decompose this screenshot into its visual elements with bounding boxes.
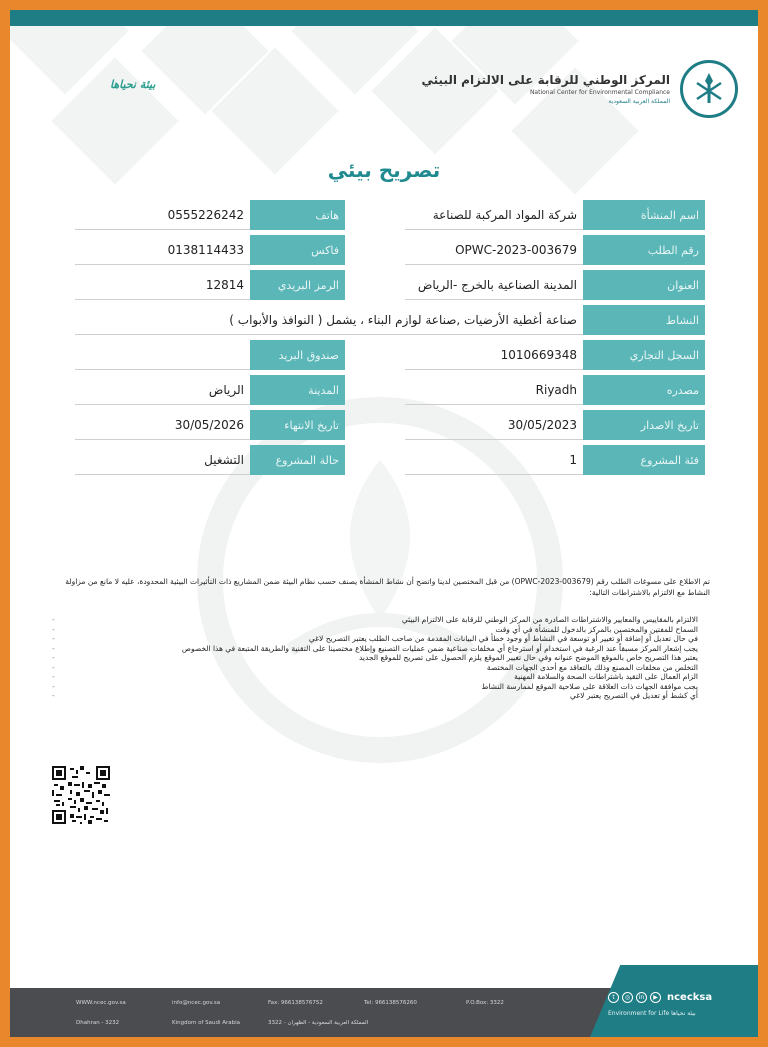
field-fax xyxy=(75,235,345,265)
list-item: الزام العمال على التقيد باشتراطات الصحة والسلامة المهنية - xyxy=(58,672,710,682)
field-value xyxy=(75,340,250,370)
field-value: صناعة أغطية الأرضيات ,صناعة لوازم البناء ، يشمل ( النوافذ والأبواب ) xyxy=(75,305,583,335)
conditions-list xyxy=(58,615,710,701)
field-value: 1010669348 xyxy=(405,340,583,370)
instagram-icon[interactable]: ◎ xyxy=(622,992,633,1003)
org-name-ar: المركز الوطني للرقابة على الالتزام البيئي xyxy=(421,73,670,87)
footer-website[interactable]: WWW.ncec.gov.sa xyxy=(76,1000,126,1006)
top-bar xyxy=(10,10,758,26)
field-facility-name xyxy=(405,200,705,230)
field-label: مصدره xyxy=(583,375,705,405)
qr-code[interactable] xyxy=(52,766,110,824)
field-value: 1 xyxy=(405,445,583,475)
footer-fax: Fax: 966138576752 xyxy=(268,1000,323,1006)
field-label: تاريخ الانتهاء xyxy=(250,410,345,440)
linkedin-icon[interactable]: in xyxy=(636,992,647,1003)
field-value: المدينة الصناعية بالخرج -الرياض xyxy=(405,270,583,300)
field-address xyxy=(405,270,705,300)
field-activity xyxy=(75,305,705,335)
field-phone xyxy=(75,200,345,230)
field-value: 12814 xyxy=(75,270,250,300)
footer-pobox: P.O.Box: 3322 xyxy=(466,1000,504,1006)
field-label: المدينة xyxy=(250,375,345,405)
tagline: بيئة نحياها xyxy=(110,78,156,91)
field-label: الرمز البريدي xyxy=(250,270,345,300)
footer-address-ar: المملكة العربية السعودية - الظهران - 3322 xyxy=(268,1020,369,1026)
field-label: العنوان xyxy=(583,270,705,300)
field-label: صندوق البريد xyxy=(250,340,345,370)
footer-city-code: Dhahran - 3232 xyxy=(76,1020,120,1026)
field-label: اسم المنشأة xyxy=(583,200,705,230)
field-value: 30/05/2023 xyxy=(405,410,583,440)
field-label: السجل التجاري xyxy=(583,340,705,370)
field-label: فئة المشروع xyxy=(583,445,705,475)
list-item: يعتبر هذا التصريح خاص بالموقع الموضح عنوانه وفي حال تغيير الموقع يلزم الحصول على تصريح للموقع الجديد - xyxy=(58,653,710,663)
field-issue-date xyxy=(405,410,705,440)
ncec-logo xyxy=(422,60,738,118)
field-label: النشاط xyxy=(583,305,705,335)
field-project-status xyxy=(75,445,345,475)
field-request-number xyxy=(405,235,705,265)
field-source xyxy=(405,375,705,405)
brand-handle: ncecksa xyxy=(667,992,713,1003)
org-name-en: National Center for Environmental Compliance xyxy=(529,89,670,96)
list-item: أي كشط أو تعديل في التصريح يعتبر لاغي - xyxy=(58,691,710,701)
social-links xyxy=(608,992,712,1003)
field-expiry-date xyxy=(75,410,345,440)
field-project-category xyxy=(405,445,705,475)
list-item: التخلص من مخلفات المصنع وذلك بالتعاقد مع أحدى الجهات المختصة - xyxy=(58,663,710,673)
field-value: 30/05/2026 xyxy=(75,410,250,440)
intro-paragraph: تم الاطلاع على مسوغات الطلب رقم (OPWC-2023-003679) من قبل المختصين لدينا واتضح أن نشاط المنشأة يصنف حسب نظام البيئة ضمن المشاريع ذات التأثيرات البيئية المحدودة، عليه لا مانع من مزاولة النشاط مع الالتزام بالاشتراطات التالية: xyxy=(65,577,710,597)
field-value: Riyadh xyxy=(405,375,583,405)
list-item: يجب موافقة الجهات ذات العلاقة على صلاحية الموقع لممارسة النشاط - xyxy=(58,682,710,692)
field-label: فاكس xyxy=(250,235,345,265)
list-item: يجب إشعار المركز مسبقاً عند الرغبة في استخدام أو استرجاع أي مخلفات صناعية ضمن عمليات التصنيع وإطلاع مختصينا على التقنية والطريقة المتبعة في هذا الخصوص - xyxy=(58,644,710,654)
list-item: في حال تعديل أو إضافة أو تغيير أو توسعة في النشاط أو وجود خطأ في البيانات المقدمة من صاحب الطلب يعتبر التصريح لاغي - xyxy=(58,634,710,644)
footer-email[interactable]: info@ncec.gov.sa xyxy=(172,1000,221,1006)
emblem-icon xyxy=(680,60,738,118)
field-value: 0555226242 xyxy=(75,200,250,230)
field-label: رقم الطلب xyxy=(583,235,705,265)
list-item: الالتزام بالمقاييس والمعايير والاشتراطات الصادرة من المركز الوطني للرقابة على الالتزام البيئي - xyxy=(58,615,710,625)
field-commercial-register xyxy=(405,340,705,370)
list-item: السماح للمفتين والمختصين بالمركز بالدخول للمنشأة في أي وقت - xyxy=(58,625,710,635)
field-value: 0138114433 xyxy=(75,235,250,265)
field-value: التشغيل xyxy=(75,445,250,475)
youtube-icon[interactable]: ▶ xyxy=(650,992,661,1003)
page-title: تصريح بيئي xyxy=(327,158,441,182)
field-label: تاريخ الاصدار xyxy=(583,410,705,440)
field-value: OPWC-2023-003679 xyxy=(405,235,583,265)
field-po-box xyxy=(75,340,345,370)
field-value: الرياض xyxy=(75,375,250,405)
field-value: شركة المواد المركبة للصناعة xyxy=(405,200,583,230)
field-city xyxy=(75,375,345,405)
org-country: المملكة العربية السعودية xyxy=(608,98,670,105)
twitter-icon[interactable]: t xyxy=(608,992,619,1003)
footer-kingdom: Kingdom of Saudi Arabia xyxy=(172,1020,241,1026)
field-label: حالة المشروع xyxy=(250,445,345,475)
field-label: هاتف xyxy=(250,200,345,230)
field-postal-code xyxy=(75,270,345,300)
footer-tel: Tel: 966138576260 xyxy=(364,1000,417,1006)
brand-slogan: Environment for Life بيئة نحياها xyxy=(608,1010,696,1017)
